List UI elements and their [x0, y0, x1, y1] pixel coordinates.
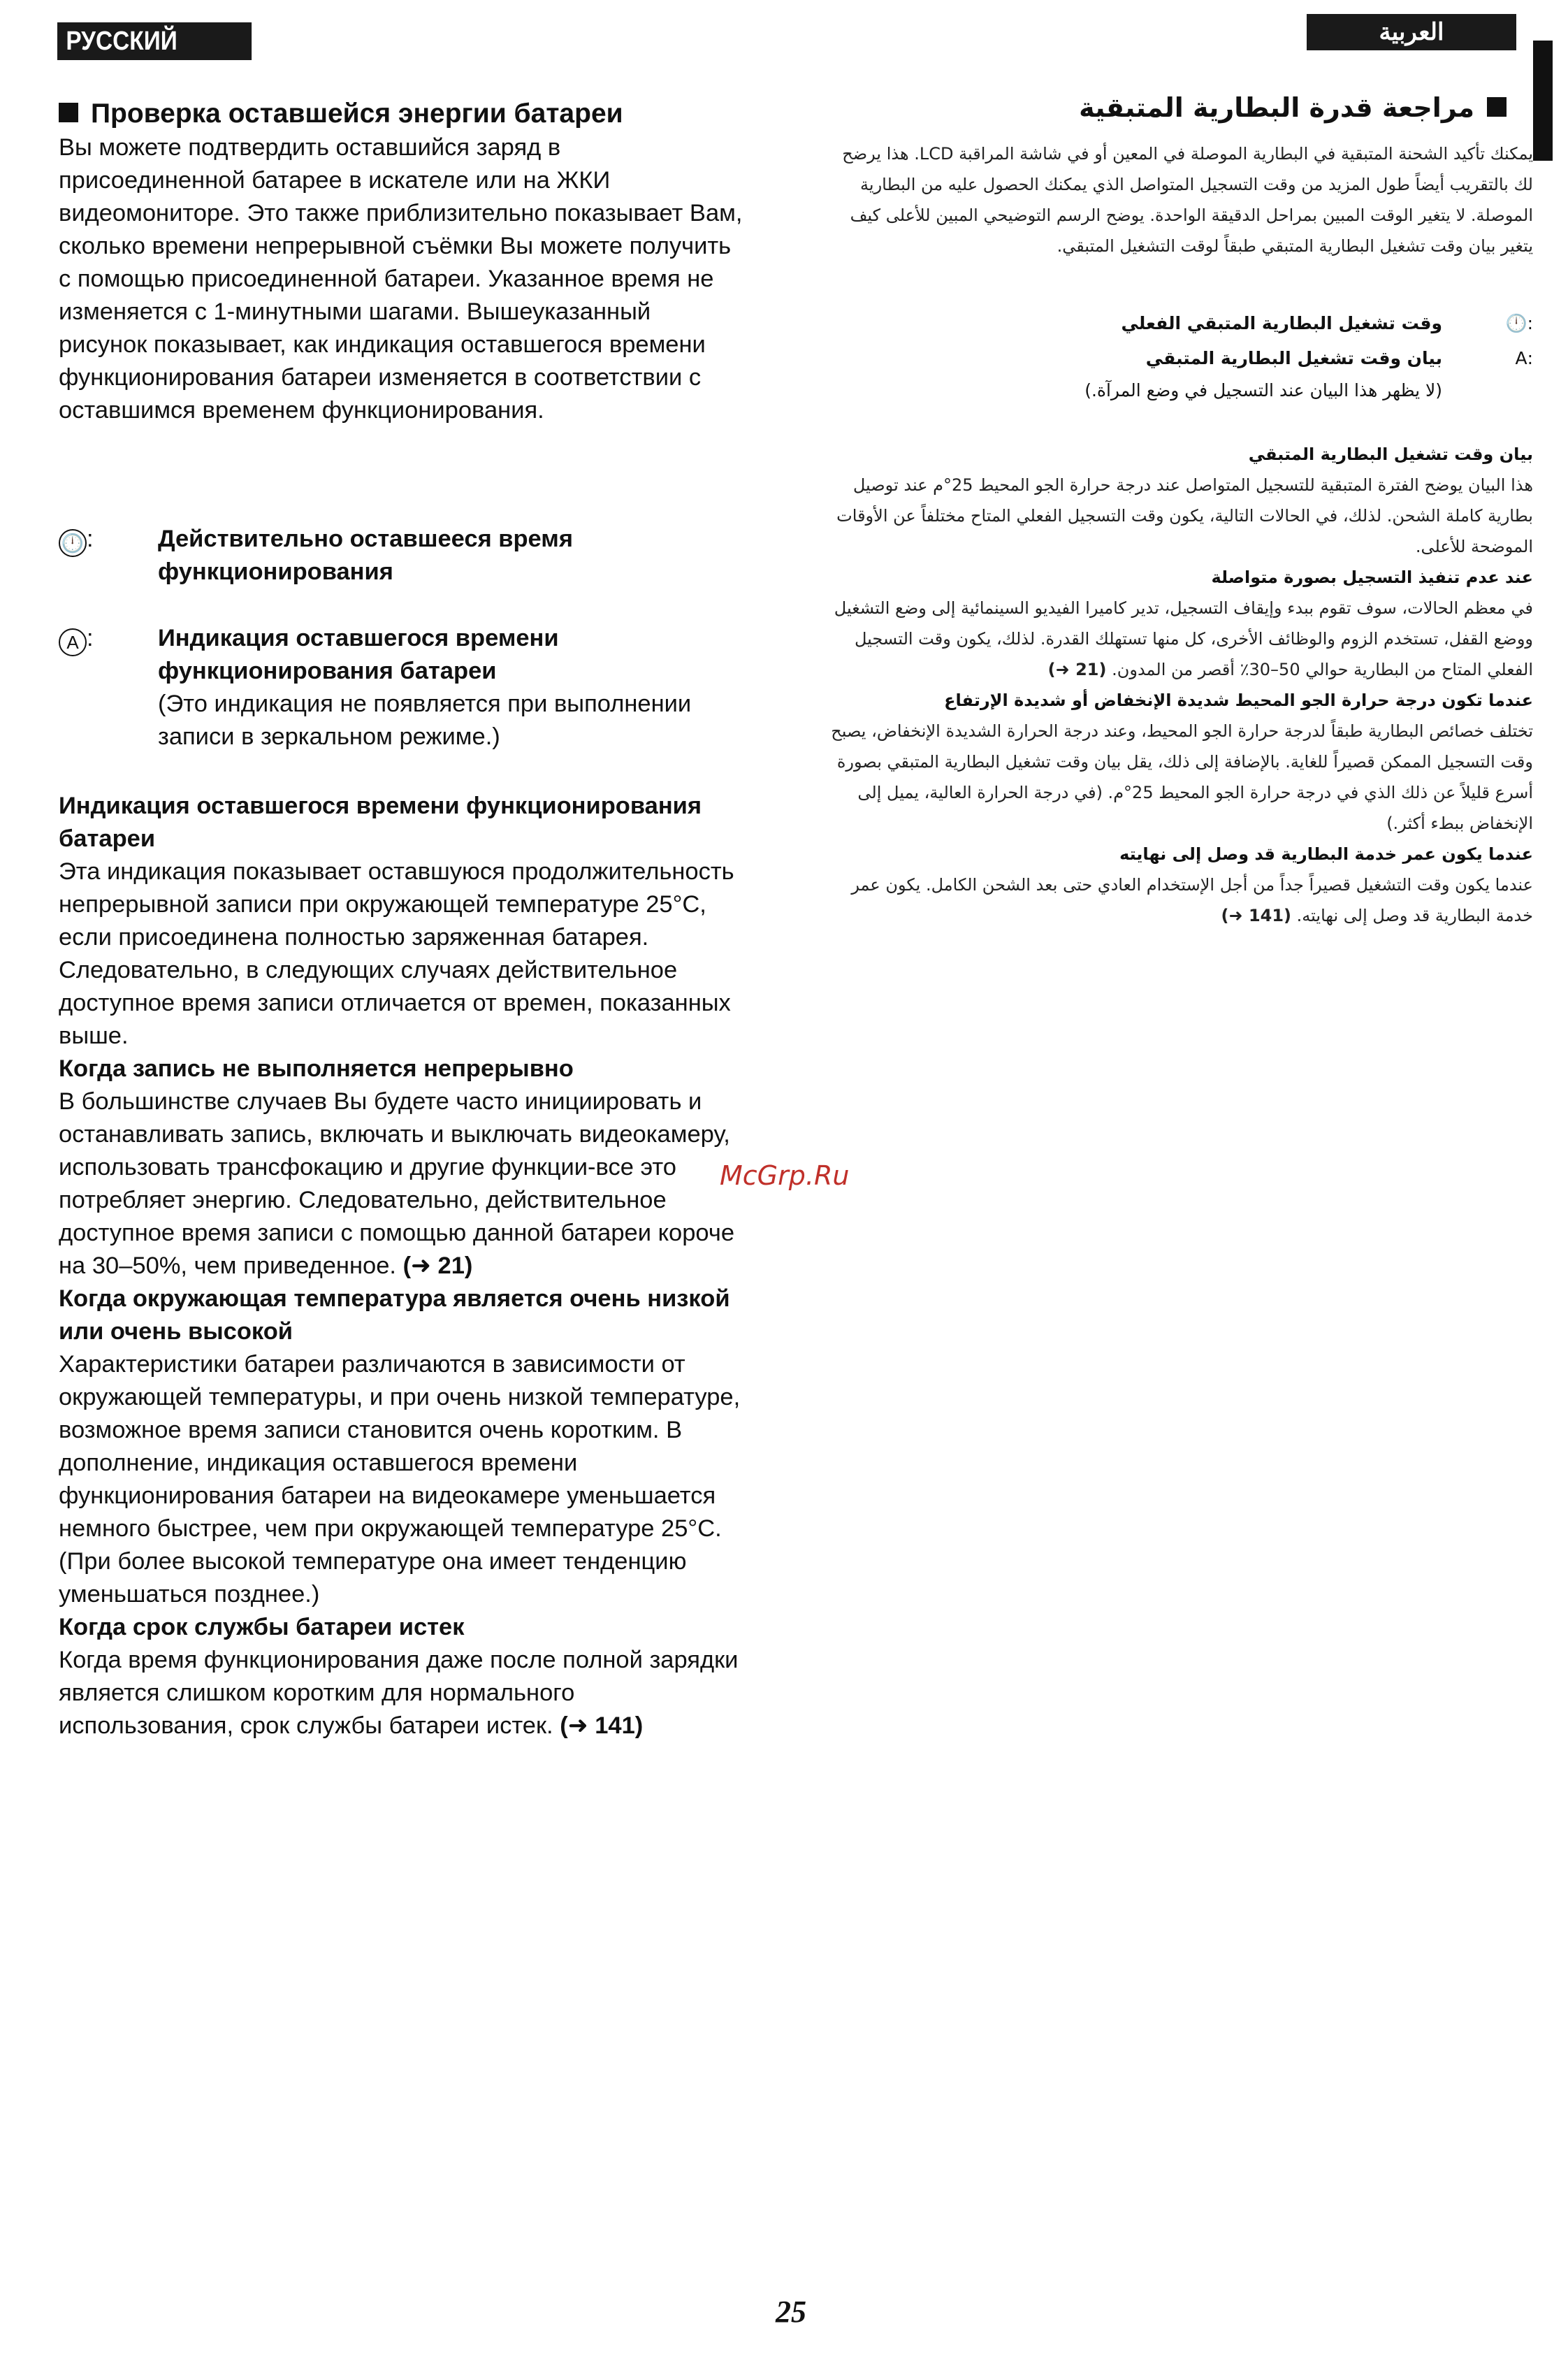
ru-section-heading — [59, 96, 623, 131]
ar-heading-text: مراجعة قدرة البطارية المتبقية — [1079, 92, 1474, 123]
ru-heading-text: Проверка оставшейся энергии батареи — [91, 99, 623, 129]
ar-item-indicator-label: بيان وقت تشغيل البطارية المتبقي — [1145, 348, 1442, 368]
ar-sub2-text: في معظم الحالات، سوف تقوم ببدء وإيقاف التسجيل، تدير كاميرا الفيديو السينمائية إلى وضع التشغيل ووضع القفل، تستخدم الزوم والوظائف الأخرى، كل منها تستهلك القدرة. لذلك، يكون وقت التسجيل الفعلي المتاح من البطارية حوالي 50–30٪ أقصر من المدون. — [834, 598, 1533, 679]
ar-sub4-title: عندما يكون عمر خدمة البطارية قد وصل إلى نهايته — [1119, 844, 1533, 864]
ar-sub1-text: هذا البيان يوضح الفترة المتبقية للتسجيل المتواصل عند درجة حرارة الجو المحيط 25°م عند توصيل بطارية كاملة الشحن. لذلك، في الحالات التالية، يكون وقت التسجيل الفعلي المتاح مختلفاً عن الأوقات الموضحة للأعلى. — [836, 475, 1533, 556]
ar-sub1-title: بيان وقت تشغيل البطارية المتبقي — [1248, 445, 1533, 464]
ar-sub2-page-ref: (➜ 21) — [1047, 660, 1107, 679]
ru-sub2-page-ref: (➜ 21) — [402, 1252, 473, 1279]
ar-sub4-text: عندما يكون وقت التشغيل قصيراً جداً من أجل الإستخدام العادي حتى بعد الشحن الكامل. يكون عمر خدمة البطارية قد وصل إلى نهايته. — [851, 875, 1533, 925]
ar-item-indicator-note: (لا يظهر هذا البيان عند التسجيل في وضع المرآة.) — [1084, 380, 1442, 400]
ar-sub3-text: تختلف خصائص البطارية طبقاً لدرجة حرارة الجو المحيط، وعند درجة الحرارة الشديدة الإنخفاض، يصبح وقت التسجيل الممكن قصيراً للغاية. بالإضافة إلى ذلك، يقل بيان وقت تشغيل البطارية المتبقي بصورة أسرع قليلاً عن ذلك الذي في درجة حرارة الجو المحيط 25°م. (في درجة الحرارة العالية، يميل إلى الإنخفاض ببطء أكثر.) — [831, 721, 1533, 833]
square-bullet-icon — [59, 103, 78, 122]
ru-sub1-title: Индикация оставшегося времени функционирования батареи — [59, 793, 702, 852]
ar-intro-text: يمكنك تأكيد الشحنة المتبقية في البطارية الموصلة في المعين أو في شاشة المراقبة LCD. هذا يرضح لك بالتقريب أيضاً طول المزيد من وقت التسجيل المتواصل الذي يمكنك الحصول عليه من البطارية الموصلة. لا يتغير الوقت المبين بمراحل الدقيقة الواحدة. يوضح الرسم التوضيحي المبين للأعلى كيف يتغير بيان وقت تشغيل البطارية المتبقي طبقاً لوقت التشغيل المتبقي. — [842, 144, 1533, 256]
ar-intro-paragraph — [820, 138, 1533, 261]
ru-item-indicator-note: (Это индикация не появляется при выполнении записи в зеркальном режиме.) — [158, 691, 692, 750]
ru-sub3-text: Характеристики батареи различаются в зависимости от окружающей температуры, и при очень низкой температуре, возможное время записи становится очень коротким. В дополнение, индикация оставшегося времени функционирования батареи на видеокамере уменьшается немного быстрее, чем при окружающей температуре 25°C. (При более высокой температуре она имеет тенденцию уменьшаться позднее.) — [59, 1351, 741, 1608]
ru-intro-text: Вы можете подтвердить оставшийся заряд в присоединенной батарее в искателе или на ЖКИ видеомониторе. Это также приблизительно показывает Вам, сколько времени непрерывной съёмки Вы можете получить с помощью присоединенной батареи. Указанное время не изменяется с 1-минутными шагами. Вышеуказанный рисунок показывает, как индикация оставшегося времени функционирования батареи изменяется в соответствии с оставшимся временем функционирования. — [59, 134, 743, 424]
ar-sub4-page-ref: (➜ 141) — [1221, 906, 1292, 925]
language-tag-arabic: العربية — [1307, 14, 1516, 50]
ru-sub2-title: Когда запись не выполняется непрерывно — [59, 1055, 574, 1082]
ru-sub4-page-ref: (➜ 141) — [560, 1712, 644, 1739]
ru-item-indicator-label: Индикация оставшегося времени функционирования батареи — [158, 625, 559, 684]
ar-sub3-title: عندما تكون درجة حرارة الجو المحيط شديدة الإنخفاض أو شديدة الإرتفاع — [944, 691, 1533, 710]
square-bullet-icon — [1487, 97, 1507, 117]
ar-sub2-title: عند عدم تنفيذ التسجيل بصورة متواصلة — [1211, 568, 1533, 587]
section-edge-marker — [1533, 41, 1553, 161]
ru-sub2-text: В большинстве случаев Вы будете часто инициировать и останавливать запись, включать и выключать видеокамеру, использовать трансфокацию и другие функции-все это потребляет энергию. Следовательно, действительное доступное время записи с помощью данной батареи короче на 30–50%, чем приведенное. — [59, 1088, 735, 1279]
ru-sub4-title: Когда срок службы батареи истек — [59, 1614, 465, 1640]
ar-item-actual-time-label: وقت تشغيل البطارية المتبقي الفعلي — [1121, 313, 1442, 333]
ar-section-heading — [1079, 88, 1507, 127]
ar-circled-a-symbol: :A — [1515, 348, 1533, 368]
ru-intro-paragraph — [59, 131, 743, 427]
clock-icon: 🕛 — [59, 529, 87, 557]
ar-subsections — [820, 439, 1533, 931]
page-number: 25 — [776, 2295, 806, 2329]
ru-subsections — [59, 790, 743, 1742]
ru-sub4-text: Когда время функционирования даже после полной зарядки является слишком коротким для нормального использования, срок службы батареи истек. — [59, 1647, 739, 1739]
watermark-text: McGrp.Ru — [720, 1160, 850, 1191]
ru-sub1-text: Эта индикация показывает оставшуюся продолжительность непрерывной записи при окружающей температуре 25°C, если присоединена полностью заряженная батарея. Следовательно, в следующих случаях действительное доступное время записи отличается от времен, показанных выше. — [59, 858, 734, 1049]
ru-item-actual-time-label: Действительно оставшееся время функционирования — [158, 526, 573, 585]
circled-a-icon: A — [59, 628, 87, 656]
ru-sub3-title: Когда окружающая температура является очень низкой или очень высокой — [59, 1285, 730, 1345]
ar-clock-symbol: :🕛 — [1505, 313, 1533, 333]
language-tag-russian: РУССКИЙ ЯЗЫК — [57, 22, 252, 60]
